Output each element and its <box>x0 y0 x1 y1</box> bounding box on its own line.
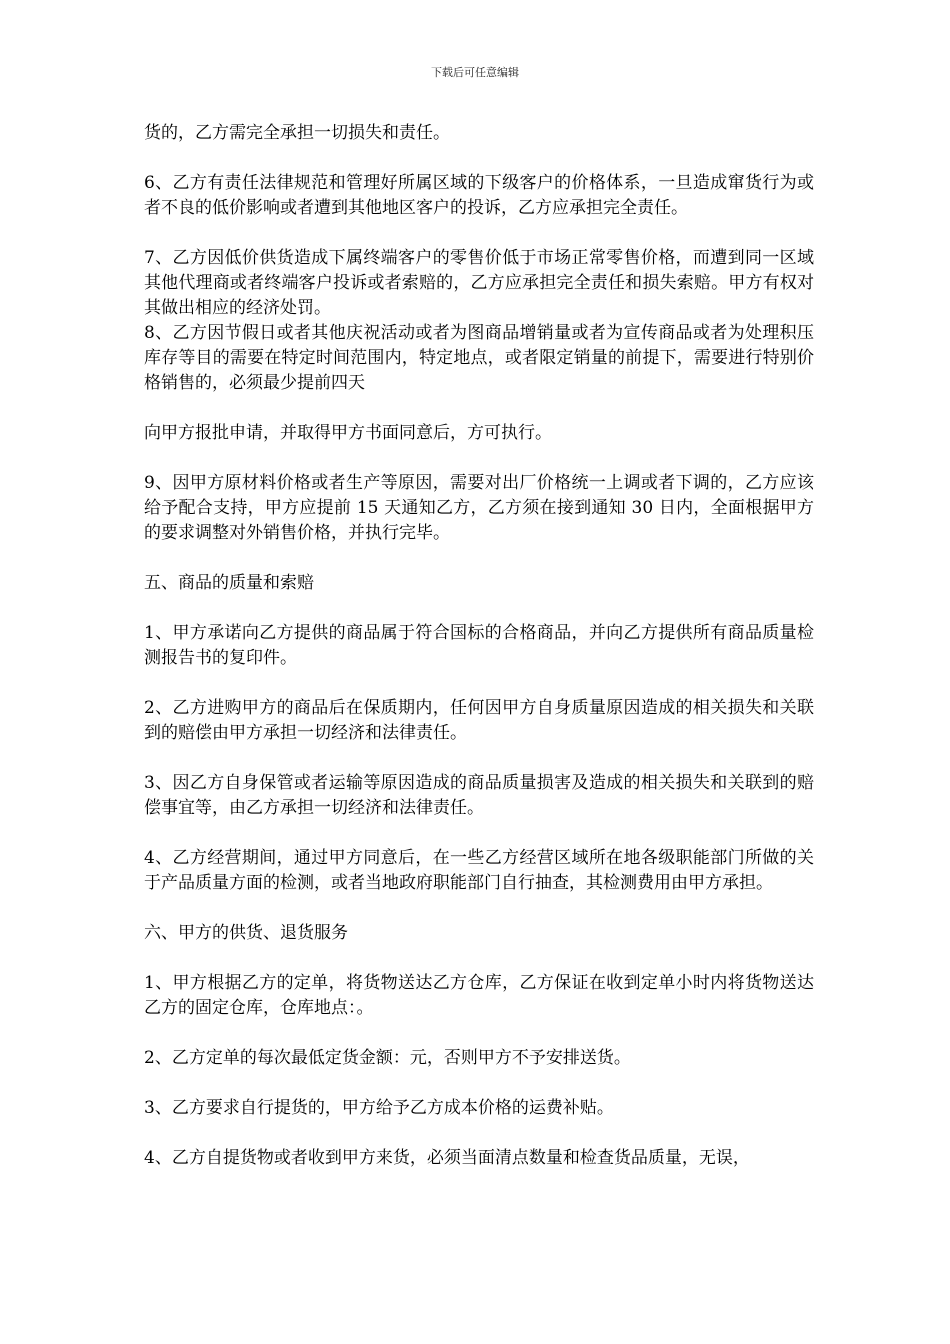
clause-8: 8、乙方因节假日或者其他庆祝活动或者为图商品增销量或者为宣传商品或者为处理积压库存等目的需要在特定时间范围内，特定地点，或者限定销量的前提下，需要进行特别价格销售的，必须最少提前四天 <box>144 323 814 393</box>
page-header: 下载后可任意编辑 <box>431 66 519 79</box>
supply-clause-4: 4、乙方自提货物或者收到甲方来货，必须当面清点数量和检查货品质量，无误， <box>144 1148 750 1168</box>
section-heading-supply: 六、甲方的供货、退货服务 <box>144 923 348 943</box>
quality-clause-3: 3、因乙方自身保管或者运输等原因造成的商品质量损害及造成的相关损失和关联到的赔偿事宜等，由乙方承担一切经济和法律责任。 <box>144 773 814 818</box>
quality-clause-1: 1、甲方承诺向乙方提供的商品属于符合国标的合格商品，并向乙方提供所有商品质量检测报告书的复印件。 <box>144 623 814 668</box>
clause-7: 7、乙方因低价供货造成下属终端客户的零售价低于市场正常零售价格，而遭到同一区域其他代理商或者终端客户投诉或者索赔的，乙方应承担完全责任和损失索赔。甲方有权对其做出相应的经济处罚。 <box>144 248 814 318</box>
clause-8-continuation: 向甲方报批申请，并取得甲方书面同意后，方可执行。 <box>144 423 552 443</box>
supply-clause-1: 1、甲方根据乙方的定单，将货物送达乙方仓库，乙方保证在收到定单小时内将货物送达乙方的固定仓库，仓库地点：。 <box>144 973 814 1018</box>
quality-clause-4: 4、乙方经营期间，通过甲方同意后，在一些乙方经营区域所在地各级职能部门所做的关于产品质量方面的检测，或者当地政府职能部门自行抽查，其检测费用由甲方承担。 <box>144 848 814 893</box>
quality-clause-2: 2、乙方进购甲方的商品后在保质期内，任何因甲方自身质量原因造成的相关损失和关联到的赔偿由甲方承担一切经济和法律责任。 <box>144 698 814 743</box>
supply-clause-2: 2、乙方定单的每次最低定货金额：元，否则甲方不予安排送货。 <box>144 1048 631 1068</box>
supply-clause-3: 3、乙方要求自行提货的，甲方给予乙方成本价格的运费补贴。 <box>144 1098 614 1118</box>
clause-9: 9、因甲方原材料价格或者生产等原因，需要对出厂价格统一上调或者下调的，乙方应该给予配合支持，甲方应提前 15 天通知乙方，乙方须在接到通知 30 日内，全面根据甲方的要求调整对外销售价格，并执行完毕。 <box>144 473 814 543</box>
document-body <box>144 121 814 1171</box>
paragraph-continuation: 货的，乙方需完全承担一切损失和责任。 <box>144 123 450 143</box>
section-heading-quality: 五、商品的质量和索赔 <box>144 573 314 593</box>
clause-6: 6、乙方有责任法律规范和管理好所属区域的下级客户的价格体系，一旦造成窜货行为或者不良的低价影响或者遭到其他地区客户的投诉，乙方应承担完全责任。 <box>144 173 814 218</box>
